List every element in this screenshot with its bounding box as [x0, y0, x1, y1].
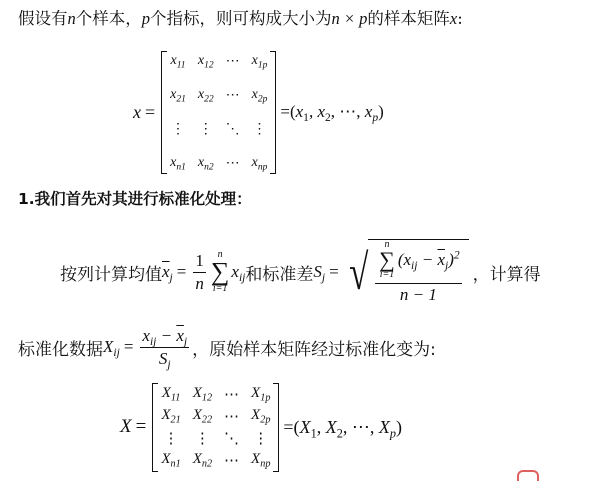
matrix-rhs: $=(X_1$, $X_2$, ⋯, $X_p$) — [283, 416, 402, 440]
compute-text: ，计算得 — [472, 264, 541, 285]
intro-text-3: 个指标，则可构成大小为 — [150, 9, 332, 28]
matrix-cell: ⋯ — [225, 155, 240, 171]
summation: n ∑ i=1 — [210, 249, 230, 294]
var-nxp: n × p — [331, 9, 368, 28]
matrix-cell: $X_{11}$ — [161, 384, 181, 404]
matrix-cell: $X_{22}$ — [192, 406, 213, 426]
std-symbol: $S_j$ — [313, 262, 326, 285]
transform-text: ，原始样本矩阵经过标准化变为: — [192, 339, 436, 360]
matrix-cell: $x_{2p}$ — [251, 86, 268, 104]
matrix-cell: ⋮ — [163, 430, 179, 447]
matrix-cell: $x_{21}$ — [170, 86, 186, 104]
matrix-cell: $X_{1p}$ — [251, 384, 271, 404]
standardize-fraction: $\frac{x_{ij} - \overline{x}_j}{S_j}$ — [142, 325, 188, 371]
sample-matrix-equation — [133, 44, 384, 180]
mean-text: 按列计算均值 — [60, 264, 162, 285]
term-xij: $x_{ij}$ — [231, 262, 246, 285]
intro-text-2: 个样本， — [75, 9, 142, 28]
matrix-cell: ⋱ — [225, 121, 240, 137]
intro-text-1: 假设有 — [18, 9, 68, 28]
matrix-cell: $x_{11}$ — [170, 52, 186, 70]
matrix-cell: $X_{2p}$ — [251, 406, 271, 426]
var-n: n — [67, 9, 76, 28]
matrix-lhs: X — [120, 416, 132, 437]
sqrt-expression — [345, 239, 469, 305]
std-text: 和标准差 — [245, 264, 314, 285]
equals-sign: = — [145, 101, 156, 122]
equals-sign: = — [123, 337, 134, 356]
matrix-cell: $X_{21}$ — [161, 406, 181, 426]
edit-marker-icon — [517, 470, 539, 481]
matrix-cell: ⋮ — [198, 121, 213, 137]
matrix-cell: ⋯ — [224, 408, 240, 425]
section-heading: 1.我们首先对其进行标准化处理： — [18, 190, 252, 208]
matrix-cell: ⋯ — [224, 452, 240, 469]
matrix-cell: ⋱ — [224, 430, 240, 447]
matrix-cell: $x_{12}$ — [197, 52, 214, 70]
intro-line — [18, 8, 463, 30]
matrix-cell: ⋯ — [225, 53, 240, 69]
matrix-cell: ⋮ — [253, 430, 269, 447]
matrix-lhs: x — [133, 101, 141, 122]
equals-sign: = — [176, 262, 187, 281]
matrix-cell: $X_{n2}$ — [192, 450, 213, 470]
standardized-matrix-equation — [120, 378, 402, 476]
matrix-cell: $x_{n2}$ — [197, 154, 214, 172]
Xij-symbol: $X_{ij}$ — [103, 337, 120, 360]
matrix-cell: $X_{n1}$ — [161, 450, 181, 470]
mean-std-line — [60, 222, 541, 322]
sample-matrix — [161, 51, 276, 174]
matrix-cell: $x_{1p}$ — [251, 52, 268, 70]
matrix-cell: ⋯ — [225, 87, 240, 103]
standardized-text: 标准化数据 — [18, 339, 103, 360]
intro-colon: : — [457, 9, 463, 28]
mean-symbol: $\overline{x}_j$ — [162, 262, 173, 285]
matrix-cell: $x_{n1}$ — [170, 154, 186, 172]
radical-sign: √ — [348, 244, 369, 300]
matrix-cell: $X_{12}$ — [192, 384, 213, 404]
variance-fraction: n ∑ i=1 $(x_{ij} - \overline{x}_j)^2$ n − 1 — [375, 240, 462, 305]
fraction-1-over-n: $\frac{1}{n}$ — [195, 250, 204, 293]
matrix-cell: $x_{22}$ — [197, 86, 214, 104]
var-x: x — [449, 9, 458, 28]
matrix-cell: ⋮ — [194, 430, 210, 447]
standardized-matrix — [152, 383, 279, 472]
matrix-cell: $X_{np}$ — [251, 450, 271, 470]
intro-text-4: 的样本矩阵 — [367, 9, 450, 28]
equals-sign: = — [329, 262, 339, 281]
matrix-rhs: $=(x_1$, $x_2$, ⋯, $x_p$) — [280, 102, 384, 125]
standardized-line — [18, 322, 436, 372]
matrix-cell: ⋮ — [171, 121, 186, 137]
matrix-cell: ⋮ — [252, 121, 267, 137]
var-p: p — [141, 9, 150, 28]
equals-sign: = — [135, 416, 147, 437]
matrix-cell: ⋯ — [224, 386, 240, 403]
matrix-cell: $x_{np}$ — [251, 154, 268, 172]
